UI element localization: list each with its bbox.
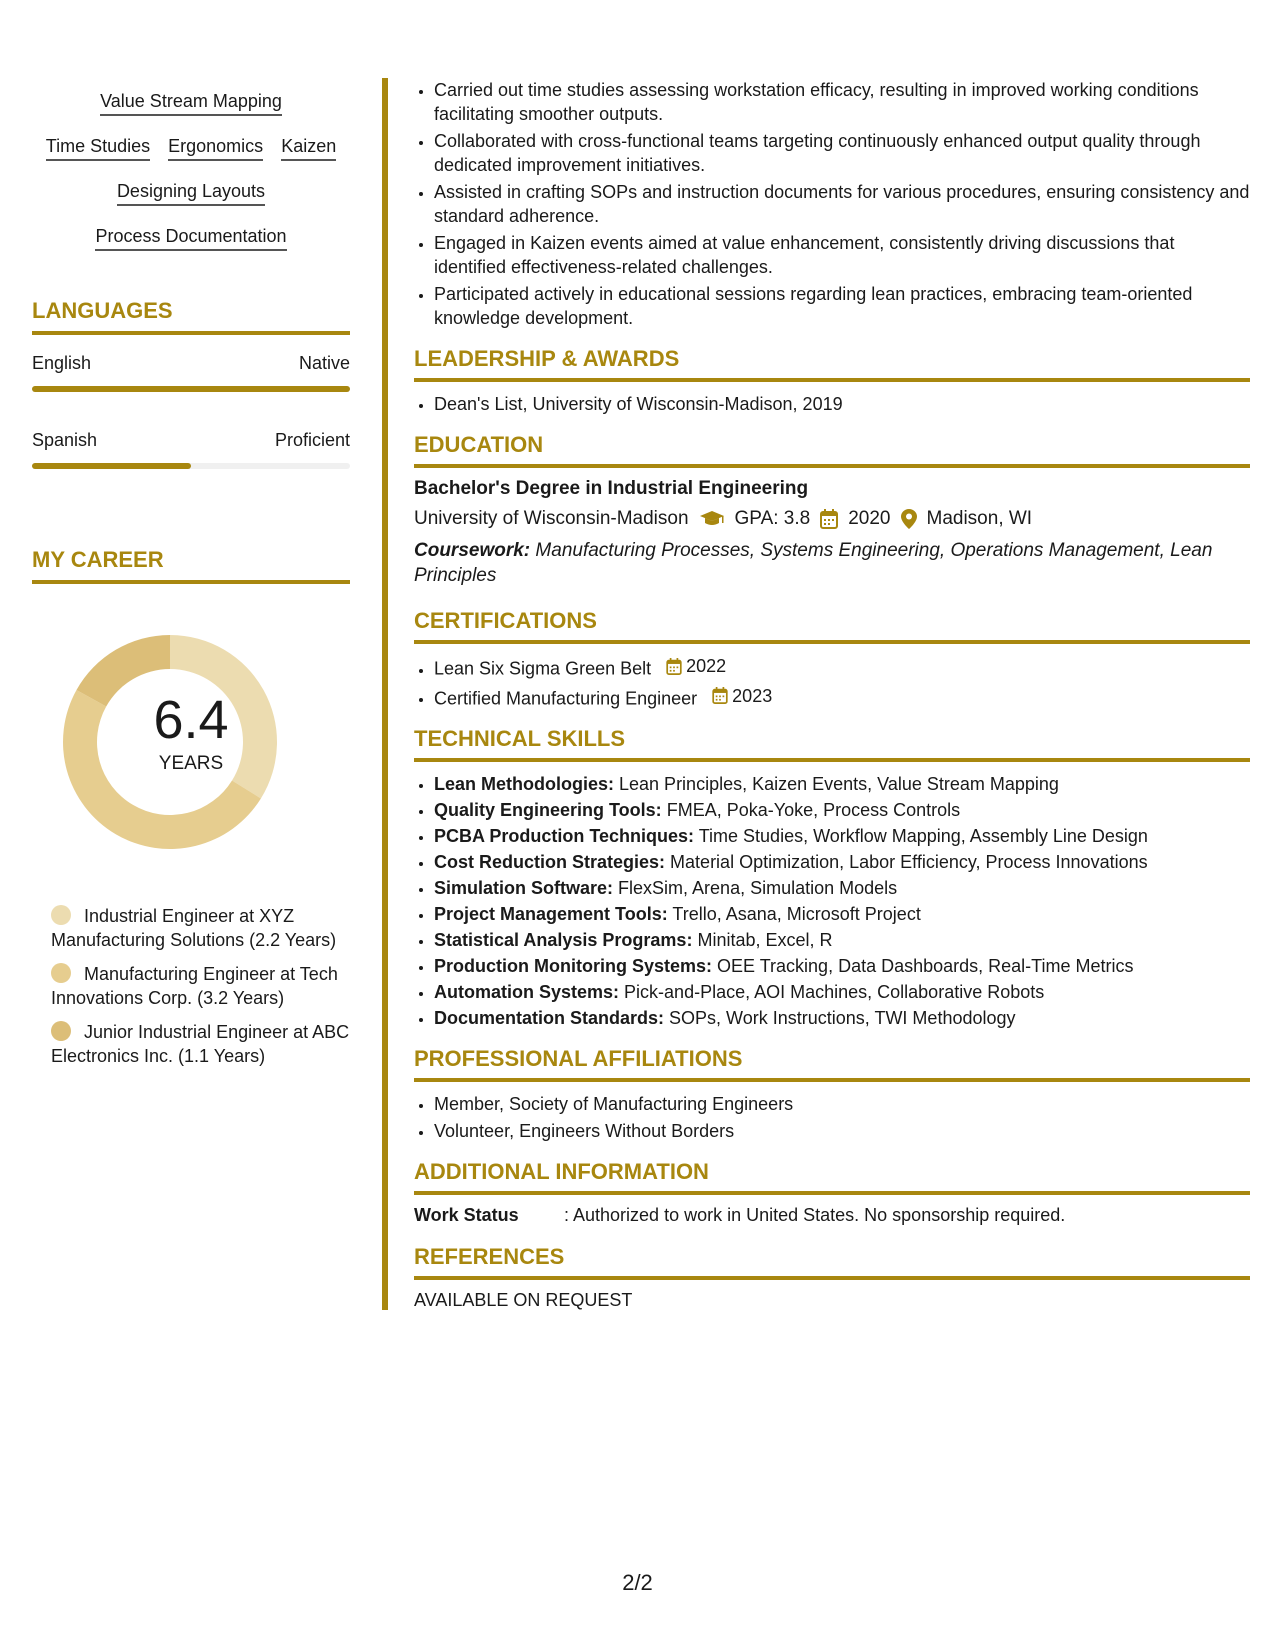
language-level: Proficient bbox=[274, 430, 350, 450]
skill-item bbox=[434, 798, 1250, 822]
skill-item bbox=[434, 902, 1250, 926]
legend-label: Manufacturing Engineer at Tech Innovations Corp. (3.2 Years) bbox=[51, 964, 338, 1008]
legend-item bbox=[51, 962, 350, 1010]
education-meta bbox=[414, 508, 1250, 530]
skill-item bbox=[434, 954, 1250, 978]
section-rule bbox=[414, 1078, 1250, 1082]
affiliations-heading: PROFESSIONAL AFFILIATIONS bbox=[414, 1046, 743, 1071]
references-section bbox=[414, 1244, 1250, 1311]
skill-label: Lean Methodologies: bbox=[434, 774, 614, 794]
experience-bullet: • Assisted in crafting SOPs and instruction documents for various procedures, ensuring consistency and standard adherence. bbox=[434, 180, 1250, 228]
additional-info-heading: ADDITIONAL INFORMATION bbox=[414, 1159, 709, 1184]
languages-section bbox=[32, 298, 350, 469]
leadership-section bbox=[414, 346, 1250, 416]
graduation-year: 2020 bbox=[848, 508, 891, 529]
work-status-row bbox=[414, 1205, 1250, 1226]
coursework bbox=[414, 538, 1250, 588]
skill-tags-row bbox=[32, 213, 350, 258]
skill-value: Minitab, Excel, R bbox=[697, 930, 833, 950]
section-rule bbox=[32, 580, 350, 584]
skill-item bbox=[434, 772, 1250, 796]
leadership-heading: LEADERSHIP & AWARDS bbox=[414, 346, 680, 371]
skill-label: Quality Engineering Tools: bbox=[434, 800, 662, 820]
experience-bullet: • Engaged in Kaizen events aimed at value enhancement, consistently driving discussions that identified effectiveness-related challenges. bbox=[434, 231, 1250, 279]
skill-label: Statistical Analysis Programs: bbox=[434, 930, 693, 950]
education-heading: EDUCATION bbox=[414, 432, 544, 457]
language-name: Spanish bbox=[32, 430, 98, 450]
legend-item bbox=[51, 904, 350, 952]
skill-value: Trello, Asana, Microsoft Project bbox=[672, 904, 921, 924]
section-rule bbox=[414, 378, 1250, 382]
additional-info-section bbox=[414, 1159, 1250, 1226]
work-status-label: Work Status bbox=[414, 1205, 519, 1225]
skill-tags-row bbox=[32, 123, 350, 168]
skill-tag: Time Studies bbox=[46, 135, 150, 161]
language-bar bbox=[32, 386, 350, 392]
coursework-label: Coursework: bbox=[414, 540, 531, 561]
legend-dot bbox=[51, 905, 71, 925]
school-name: University of Wisconsin-Madison bbox=[414, 508, 689, 529]
certification-item bbox=[434, 654, 1250, 681]
certification-name: Lean Six Sigma Green Belt bbox=[434, 658, 652, 679]
skill-tag: Ergonomics bbox=[168, 135, 263, 161]
career-total: 6.4 bbox=[153, 690, 229, 750]
affiliations-section bbox=[414, 1046, 1250, 1143]
skill-label: Simulation Software: bbox=[434, 878, 614, 898]
skill-tags-row bbox=[32, 168, 350, 213]
graduation-cap-icon bbox=[699, 510, 725, 528]
experience-bullets bbox=[414, 78, 1250, 330]
skill-item bbox=[434, 824, 1250, 848]
certification-year: 2023 bbox=[732, 685, 773, 706]
technical-skills-heading: TECHNICAL SKILLS bbox=[414, 726, 626, 751]
skill-label: PCBA Production Techniques: bbox=[434, 826, 695, 846]
section-rule bbox=[414, 464, 1250, 468]
experience-bullet: • Collaborated with cross-functional teams targeting continuously enhanced output quality through dedicated improvement initiatives. bbox=[434, 129, 1250, 177]
skill-label: Project Management Tools: bbox=[434, 904, 668, 924]
career-section bbox=[32, 547, 350, 1068]
calendar-icon bbox=[666, 658, 682, 675]
skill-item bbox=[434, 1006, 1250, 1030]
language-item bbox=[32, 430, 350, 469]
legend-dot bbox=[51, 1021, 71, 1041]
skill-label: Documentation Standards: bbox=[434, 1008, 665, 1028]
gpa: GPA: 3.8 bbox=[734, 508, 811, 529]
skill-value: Pick-and-Place, AOI Machines, Collaborative Robots bbox=[624, 982, 1045, 1002]
language-bar-fill bbox=[32, 386, 350, 392]
skill-value: Material Optimization, Labor Efficiency, Process Innovations bbox=[670, 852, 1148, 872]
calendar-icon bbox=[712, 687, 728, 704]
calendar-icon bbox=[820, 509, 838, 529]
language-bar-fill bbox=[32, 463, 191, 469]
work-status-value: : Authorized to work in United States. No sponsorship required. bbox=[564, 1205, 1066, 1225]
coursework-list: Manufacturing Processes, Systems Engineering, Operations Management, Lean Principles bbox=[414, 540, 1213, 586]
references-text: AVAILABLE ON REQUEST bbox=[414, 1290, 633, 1310]
skill-tag: Value Stream Mapping bbox=[100, 90, 282, 116]
skill-value: OEE Tracking, Data Dashboards, Real-Time Metrics bbox=[717, 956, 1134, 976]
legend-label: Industrial Engineer at XYZ Manufacturing Solutions (2.2 Years) bbox=[51, 906, 337, 950]
skill-item bbox=[434, 928, 1250, 952]
skill-tags-row bbox=[32, 78, 350, 123]
skill-item bbox=[434, 850, 1250, 874]
experience-bullet: • Carried out time studies assessing workstation efficacy, resulting in improved working conditions facilitating smoother outputs. bbox=[434, 78, 1250, 126]
skill-label: Cost Reduction Strategies: bbox=[434, 852, 666, 872]
legend-label: Junior Industrial Engineer at ABC Electronics Inc. (1.1 Years) bbox=[51, 1022, 350, 1066]
experience-bullet: • Participated actively in educational sessions regarding lean practices, embracing team-oriented knowledge development. bbox=[434, 282, 1250, 330]
skill-item bbox=[434, 980, 1250, 1004]
school-location: Madison, WI bbox=[926, 508, 1033, 529]
skill-value: SOPs, Work Instructions, TWI Methodology bbox=[669, 1008, 1016, 1028]
location-pin-icon bbox=[901, 509, 917, 529]
sidebar bbox=[32, 78, 350, 1078]
language-name: English bbox=[32, 353, 92, 373]
section-rule bbox=[414, 758, 1250, 762]
career-donut-chart bbox=[32, 624, 350, 874]
degree-title: Bachelor's Degree in Industrial Engineering bbox=[414, 478, 809, 499]
certification-item bbox=[434, 684, 1250, 711]
technical-skills-section bbox=[414, 726, 1250, 1030]
legend-item bbox=[51, 1020, 350, 1068]
skill-tag: Designing Layouts bbox=[117, 180, 265, 206]
education-section bbox=[414, 432, 1250, 588]
section-rule bbox=[414, 1276, 1250, 1280]
award-item: • Dean's List, University of Wisconsin-Madison, 2019 bbox=[434, 392, 1250, 416]
language-item bbox=[32, 353, 350, 392]
career-heading: MY CAREER bbox=[32, 547, 164, 572]
language-bar bbox=[32, 463, 350, 469]
main-column bbox=[414, 78, 1250, 1311]
skill-label: Production Monitoring Systems: bbox=[434, 956, 713, 976]
section-rule bbox=[32, 331, 350, 335]
certification-name: Certified Manufacturing Engineer bbox=[434, 688, 698, 708]
references-heading: REFERENCES bbox=[414, 1244, 565, 1269]
certification-year: 2022 bbox=[686, 656, 727, 676]
column-divider bbox=[382, 78, 388, 1310]
career-unit: YEARS bbox=[158, 753, 224, 774]
skill-label: Automation Systems: bbox=[434, 982, 620, 1002]
skill-item bbox=[434, 876, 1250, 900]
language-level: Native bbox=[298, 353, 350, 373]
skill-tag: Kaizen bbox=[281, 135, 336, 161]
certifications-section bbox=[414, 608, 1250, 710]
legend-dot bbox=[51, 963, 71, 983]
skill-value: Lean Principles, Kaizen Events, Value Stream Mapping bbox=[619, 774, 1059, 794]
section-rule bbox=[414, 1191, 1250, 1195]
affiliation-item: • Volunteer, Engineers Without Borders bbox=[434, 1119, 1250, 1143]
page-number: 2/2 bbox=[622, 1570, 653, 1595]
skill-value: FlexSim, Arena, Simulation Models bbox=[618, 878, 898, 898]
skill-tag: Process Documentation bbox=[95, 225, 286, 251]
languages-heading: LANGUAGES bbox=[32, 298, 173, 323]
certifications-heading: CERTIFICATIONS bbox=[414, 608, 597, 633]
career-legend bbox=[32, 904, 350, 1068]
section-rule bbox=[414, 640, 1250, 644]
affiliation-item: • Member, Society of Manufacturing Engineers bbox=[434, 1092, 1250, 1116]
skill-value: Time Studies, Workflow Mapping, Assembly Line Design bbox=[698, 826, 1148, 846]
skill-value: FMEA, Poka-Yoke, Process Controls bbox=[666, 800, 961, 820]
